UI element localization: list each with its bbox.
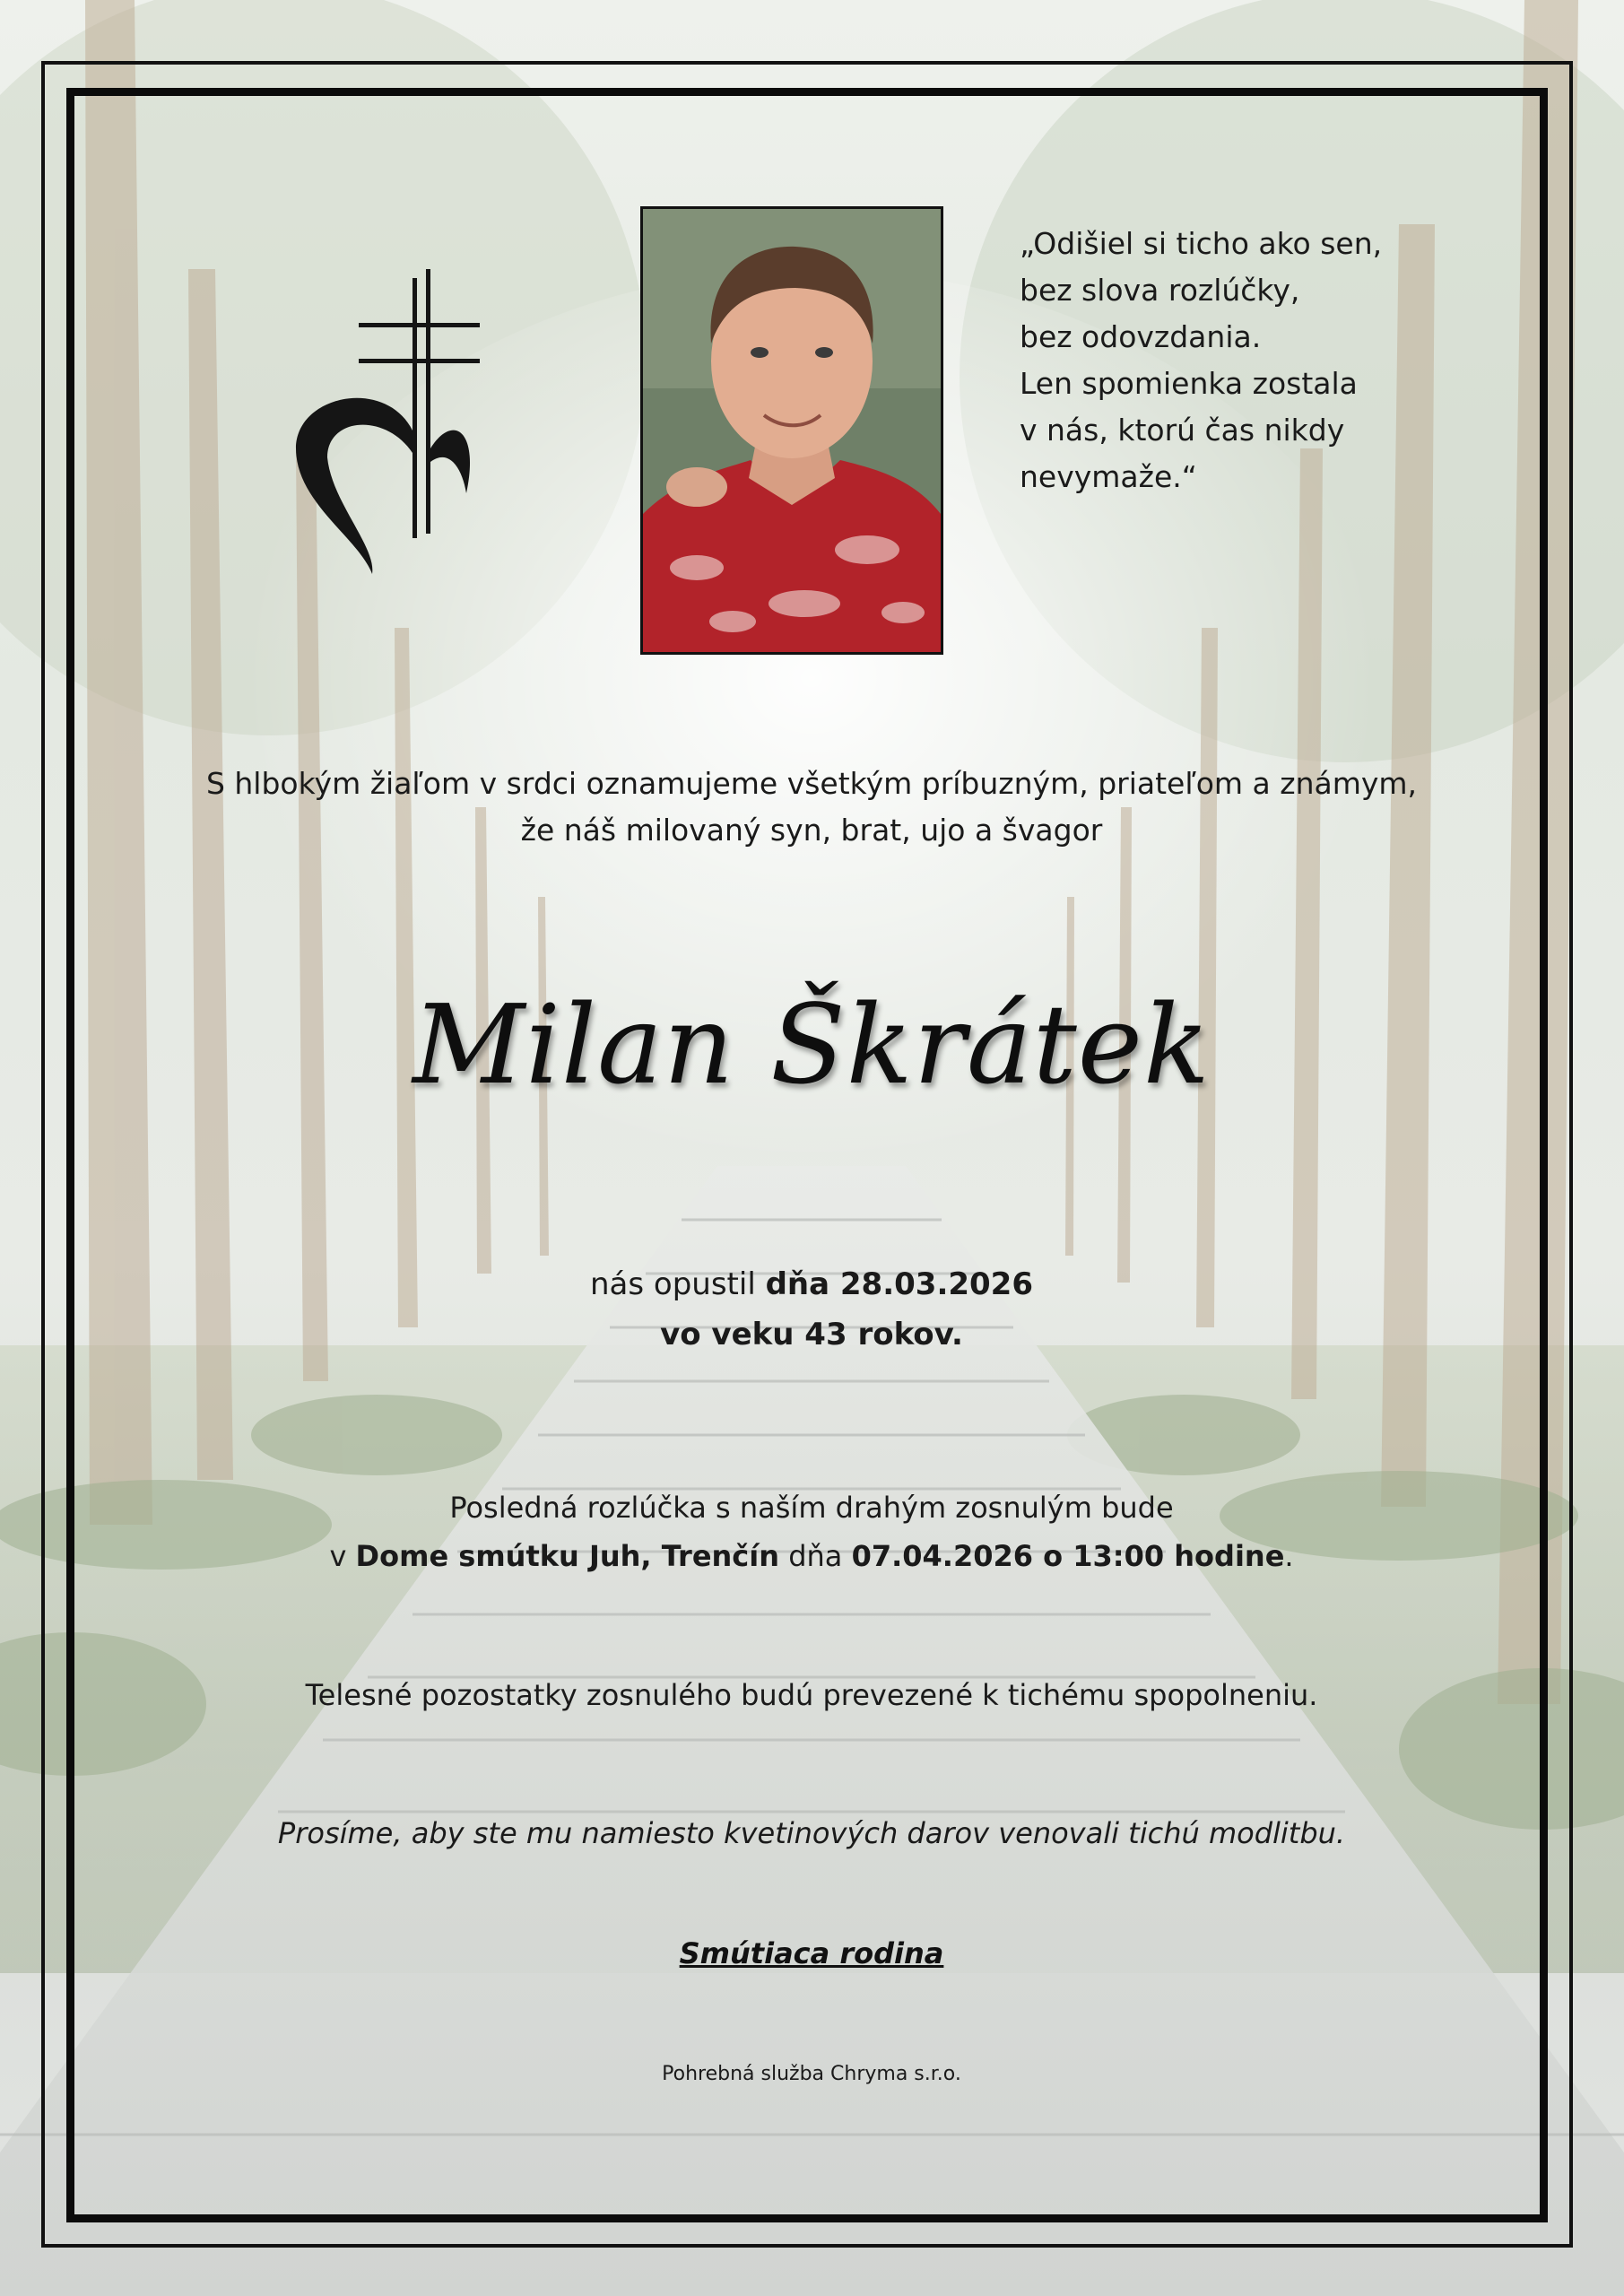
poem-line: bez odovzdania. [1020,319,1262,354]
poem-line: v nás, ktorú čas nikdy [1020,413,1345,448]
cross-heart-icon [278,269,511,583]
deceased-name: Milan Škrátek [413,981,1211,1109]
funeral-prefix: v [329,1539,356,1573]
poem [1020,221,1486,500]
funeral-suffix: . [1284,1539,1294,1573]
poem-line: bez slova rozlúčky, [1020,273,1300,308]
portrait-photo [640,206,943,655]
poem-line: „Odišiel si ticho ako sen, [1020,226,1383,261]
announcement [72,761,1551,854]
funeral-place: Dome smútku Juh, Trenčín [355,1539,780,1573]
announcement-line-2: že náš milovaný syn, brat, ujo a švagor [520,813,1103,848]
funeral-line-1: Posledná rozlúčka s naším drahým zosnulým bude [449,1491,1174,1525]
funeral-info [72,1483,1551,1580]
prayer-request: Prosíme, aby ste mu namiesto kvetinových darov venovali tichú modlitbu. [277,1816,1346,1850]
family-signature: Smútiaca rodina [679,1936,944,1970]
funeral-middle: dňa [779,1539,852,1573]
funeral-service-footer: Pohrebná služba Chryma s.r.o. [662,2063,961,2085]
death-date: dňa 28.03.2026 [765,1266,1033,1302]
death-date-line [72,1259,1551,1309]
announcement-line-1: S hlbokým žiaľom v srdci oznamujeme všetkým príbuzným, priateľom a známym, [205,766,1418,801]
death-info [72,1259,1551,1360]
death-prefix: nás opustil [589,1266,766,1302]
death-age: vo veku 43 rokov. [660,1317,963,1352]
poem-line: Len spomienka zostala [1020,366,1358,401]
funeral-datetime: 07.04.2026 o 13:00 hodine [851,1539,1285,1573]
poem-line: nevymaže.“ [1020,459,1197,494]
funeral-line-2 [72,1532,1551,1580]
remains-note: Telesné pozostatky zosnulého budú prevezené k tichému spopolneniu. [305,1678,1318,1712]
